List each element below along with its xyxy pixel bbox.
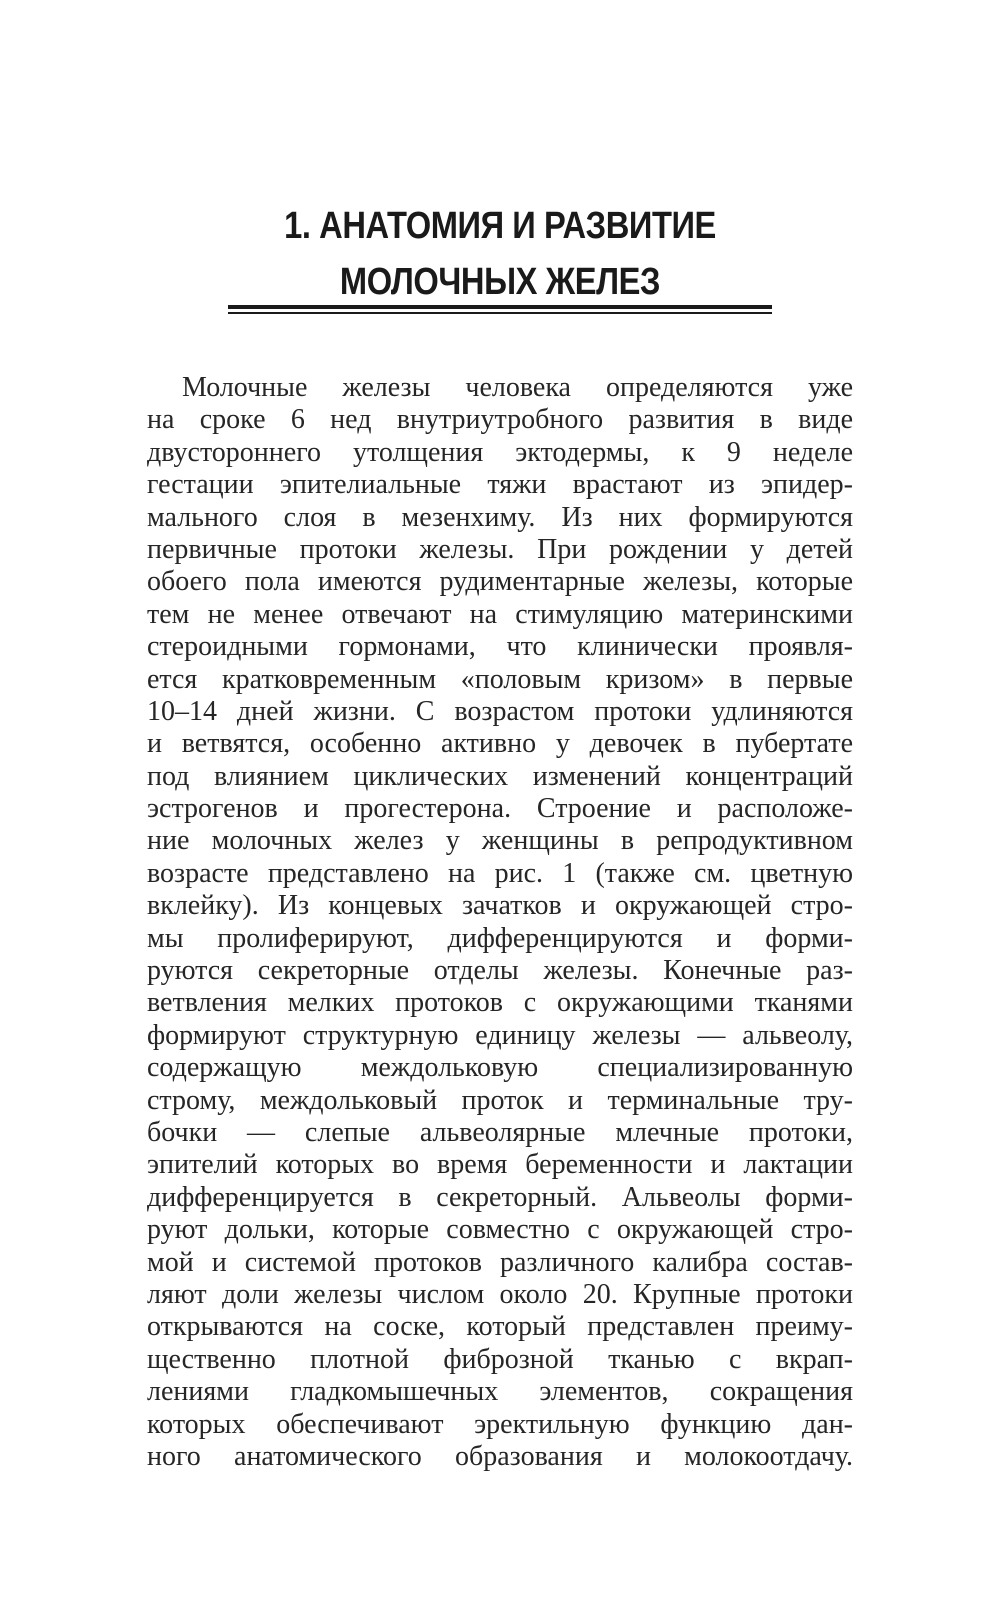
paragraph-line: руют дольки, которые совместно с окружающей стро- xyxy=(147,1214,853,1246)
paragraph-line: которых обеспечивают эректильную функцию дан- xyxy=(147,1408,853,1440)
paragraph-line: Молочные железы человека определяются уже xyxy=(182,372,853,403)
paragraph-line: открываются на соске, который представлен преиму- xyxy=(147,1311,853,1343)
paragraph-line: мой и системой протоков различного калибра состав- xyxy=(147,1246,853,1278)
paragraph-line: эпителий которых во время беременности и лактации xyxy=(147,1149,853,1181)
paragraph-line: ного анатомического образования и молокоотдачу. xyxy=(147,1440,853,1472)
paragraph-line: лениями гладкомышечных элементов, сокращения xyxy=(147,1376,853,1408)
paragraph-line: мального слоя в мезенхиму. Из них формируются xyxy=(147,501,853,533)
paragraph-line: стероидными гормонами, что клинически проявля- xyxy=(147,631,853,663)
paragraph-line: 10–14 дней жизни. С возрастом протоки удлиняются xyxy=(147,695,853,727)
title-double-rule xyxy=(228,305,772,314)
chapter-paragraph xyxy=(147,372,853,1473)
paragraph-line: ется кратковременным «половым кризом» в первые xyxy=(147,663,853,695)
paragraph-line: эстрогенов и прогестерона. Строение и расположе- xyxy=(147,793,853,825)
paragraph-line: и ветвятся, особенно активно у девочек в пубертате xyxy=(147,728,853,760)
paragraph-line: на сроке 6 нед внутриутробного развития в виде xyxy=(147,404,853,436)
paragraph-line: первичные протоки железы. При рождении у детей xyxy=(147,533,853,565)
paragraph-line: строму, междольковый проток и терминальные тру- xyxy=(147,1084,853,1116)
paragraph-line: руются секреторные отделы железы. Конечные раз- xyxy=(147,955,853,987)
paragraph-line: ляют доли железы числом около 20. Крупные протоки xyxy=(147,1278,853,1310)
paragraph-line: гестации эпителиальные тяжи врастают из эпидер- xyxy=(147,469,853,501)
paragraph-line: ветвления мелких протоков с окружающими тканями xyxy=(147,987,853,1019)
chapter-title xyxy=(264,198,737,310)
paragraph-line: бочки — слепые альвеолярные млечные протоки, xyxy=(147,1116,853,1148)
paragraph-line: обоего пола имеются рудиментарные железы, которые xyxy=(147,566,853,598)
paragraph-line: содержащую междольковую специализированную xyxy=(147,1052,853,1084)
chapter-title-line-2: МОЛОЧНЫХ ЖЕЛЕЗ xyxy=(339,261,661,303)
paragraph-line: щественно плотной фиброзной тканью с вкрап- xyxy=(147,1343,853,1375)
paragraph-line: вклейку). Из концевых зачатков и окружающей стро- xyxy=(147,890,853,922)
paragraph-line: ние молочных желез у женщины в репродуктивном xyxy=(147,825,853,857)
paragraph-line: формируют структурную единицу железы — альвеолу, xyxy=(147,1019,853,1051)
paragraph-line: дифференцируется в секреторный. Альвеолы форми- xyxy=(147,1181,853,1213)
chapter-title-line-1: 1. АНАТОМИЯ И РАЗВИТИЕ xyxy=(284,205,716,247)
paragraph-line: мы пролиферируют, дифференцируются и форми- xyxy=(147,922,853,954)
paragraph-line: под влиянием циклических изменений концентраций xyxy=(147,760,853,792)
paragraph-line: двустороннего утолщения эктодермы, к 9 неделе xyxy=(147,436,853,468)
paragraph-line: возрасте представлено на рис. 1 (также см. цветную xyxy=(147,857,853,889)
paragraph-line: тем не менее отвечают на стимуляцию материнскими xyxy=(147,598,853,630)
